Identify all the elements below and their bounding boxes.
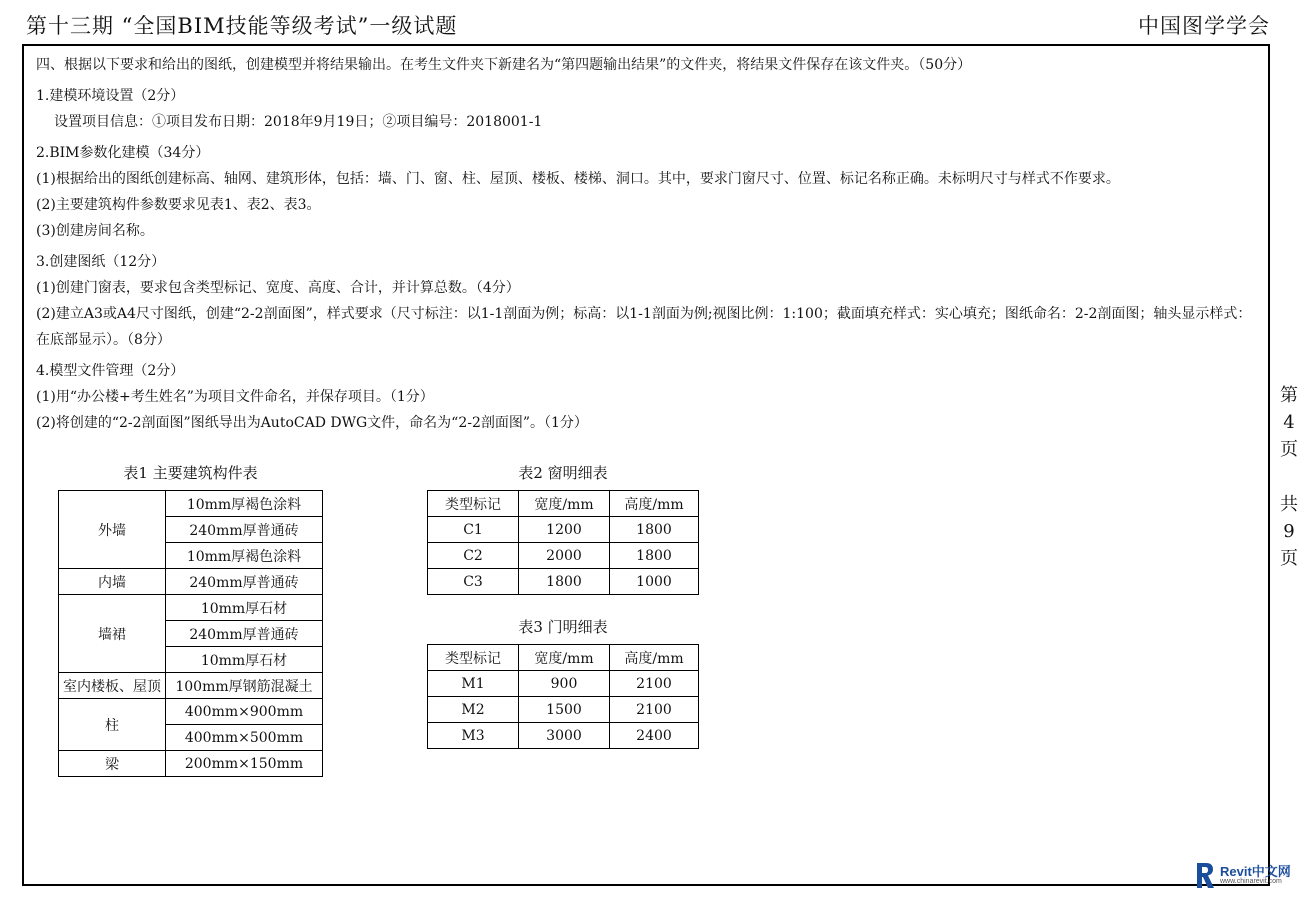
table-cell: 400mm×500mm <box>166 725 323 751</box>
table-cell: 2100 <box>610 697 699 723</box>
table-header-cell: 类型标记 <box>428 491 519 517</box>
section-4-line-2: (2)将创建的“2-2剖面图”图纸导出为AutoCAD DWG文件，命名为“2-2剖面图”。（1分） <box>36 415 588 431</box>
section-1-title: 1.建模环境设置（2分） <box>36 88 185 104</box>
table-cell: 1800 <box>519 569 610 595</box>
page-char: 第 <box>1280 385 1298 406</box>
page-char: 共 <box>1280 494 1298 515</box>
revit-logo <box>1194 860 1302 890</box>
section-1-line-1: 设置项目信息：①项目发布日期：2018年9月19日；②项目编号：2018001-1 <box>54 114 543 130</box>
table-cell: 240mm厚普通砖 <box>166 517 323 543</box>
table-row <box>428 517 699 543</box>
question-content <box>36 52 1256 436</box>
table-cell: 200mm×150mm <box>166 751 323 777</box>
table-row <box>59 751 323 777</box>
table-cell: 3000 <box>519 723 610 749</box>
table-row <box>59 569 323 595</box>
question-intro: 四、根据以下要求和给出的图纸，创建模型并将结果输出。在考生文件夹下新建名为“第四题输出结果”的文件夹，将结果文件保存在该文件夹。（50分） <box>36 57 972 73</box>
logo-url-text: www.chinarevit.com <box>1220 878 1282 885</box>
table-1-components <box>58 490 323 777</box>
table-cell: M3 <box>428 723 519 749</box>
page-indicator <box>1280 382 1298 572</box>
page-char: 9 <box>1283 521 1295 542</box>
table-row <box>428 543 699 569</box>
section-3-line-1: (1)创建门窗表，要求包含类型标记、宽度、高度、合计，并计算总数。（4分） <box>36 280 520 296</box>
table-cell: C2 <box>428 543 519 569</box>
table-cell: C1 <box>428 517 519 543</box>
table-cell: 梁 <box>59 751 166 777</box>
table-cell: 内墙 <box>59 569 166 595</box>
table-cell: M1 <box>428 671 519 697</box>
table-row <box>59 673 323 699</box>
table-row <box>59 699 323 725</box>
table-cell: C3 <box>428 569 519 595</box>
table-row <box>428 697 699 723</box>
table-header-row <box>428 645 699 671</box>
table-row <box>428 723 699 749</box>
revit-r-icon <box>1194 860 1216 890</box>
table-header-cell: 宽度/mm <box>519 491 610 517</box>
table-cell: 10mm厚石材 <box>166 647 323 673</box>
section-2-line-1: (1)根据给出的图纸创建标高、轴网、建筑形体，包括：墙、门、窗、柱、屋顶、楼板、楼梯、洞口。其中，要求门窗尺寸、位置、标记名称正确。未标明尺寸与样式不作要求。 <box>36 171 1120 187</box>
page-char: 页 <box>1280 439 1298 460</box>
table-cell: 外墙 <box>59 491 166 569</box>
table-header-cell: 类型标记 <box>428 645 519 671</box>
organization-name: 中国图学学会 <box>1138 14 1270 38</box>
table-3-doors <box>427 644 699 749</box>
page-char: 4 <box>1283 412 1295 433</box>
section-3-title: 3.创建图纸（12分） <box>36 254 166 270</box>
table-cell: 100mm厚钢筋混凝土 <box>166 673 323 699</box>
table-cell: 1500 <box>519 697 610 723</box>
table-cell: 240mm厚普通砖 <box>166 569 323 595</box>
table-header-cell: 高度/mm <box>610 491 699 517</box>
table-cell: M2 <box>428 697 519 723</box>
section-3-line-2: (2)建立A3或A4尺寸图纸，创建“2-2剖面图”，样式要求（尺寸标注：以1-1剖面为例；标高：以1-1剖面为例;视图比例：1:100；截面填充样式：实心填充；图纸命名：2-2剖面图；轴头显示样式：在底部显示）。（8分） <box>36 306 1252 348</box>
table-cell: 1200 <box>519 517 610 543</box>
table-cell: 1800 <box>610 543 699 569</box>
logo-brand-text: Revit中文网 <box>1220 864 1291 879</box>
table-cell: 2400 <box>610 723 699 749</box>
exam-title: 第十三期 “全国BIM技能等级考试”一级试题 <box>26 14 458 38</box>
table-cell: 10mm厚褐色涂料 <box>166 543 323 569</box>
table-header-cell: 宽度/mm <box>519 645 610 671</box>
section-4-line-1: (1)用“办公楼+考生姓名”为项目文件命名，并保存项目。（1分） <box>36 389 434 405</box>
table-1-caption: 表1 主要建筑构件表 <box>123 464 258 482</box>
table-cell: 10mm厚褐色涂料 <box>166 491 323 517</box>
table-row <box>428 569 699 595</box>
table-header-row <box>428 491 699 517</box>
table-row <box>59 595 323 621</box>
table-cell: 10mm厚石材 <box>166 595 323 621</box>
table-cell: 1800 <box>610 517 699 543</box>
section-2-title: 2.BIM参数化建模（34分） <box>36 145 210 161</box>
table-2-windows <box>427 490 699 595</box>
table-cell: 400mm×900mm <box>166 699 323 725</box>
table-3-caption: 表3 门明细表 <box>518 618 608 636</box>
table-2-caption: 表2 窗明细表 <box>518 464 608 482</box>
table-cell: 墙裙 <box>59 595 166 673</box>
section-2-line-2: (2)主要建筑构件参数要求见表1、表2、表3。 <box>36 197 321 213</box>
table-cell: 柱 <box>59 699 166 751</box>
section-2-line-3: (3)创建房间名称。 <box>36 223 154 239</box>
page-char: 页 <box>1280 548 1298 569</box>
table-row <box>59 491 323 517</box>
table-cell: 900 <box>519 671 610 697</box>
table-header-cell: 高度/mm <box>610 645 699 671</box>
table-cell: 2100 <box>610 671 699 697</box>
table-cell: 240mm厚普通砖 <box>166 621 323 647</box>
table-cell: 1000 <box>610 569 699 595</box>
section-4-title: 4.模型文件管理（2分） <box>36 363 185 379</box>
table-row <box>428 671 699 697</box>
table-cell: 室内楼板、屋顶 <box>59 673 166 699</box>
table-cell: 2000 <box>519 543 610 569</box>
